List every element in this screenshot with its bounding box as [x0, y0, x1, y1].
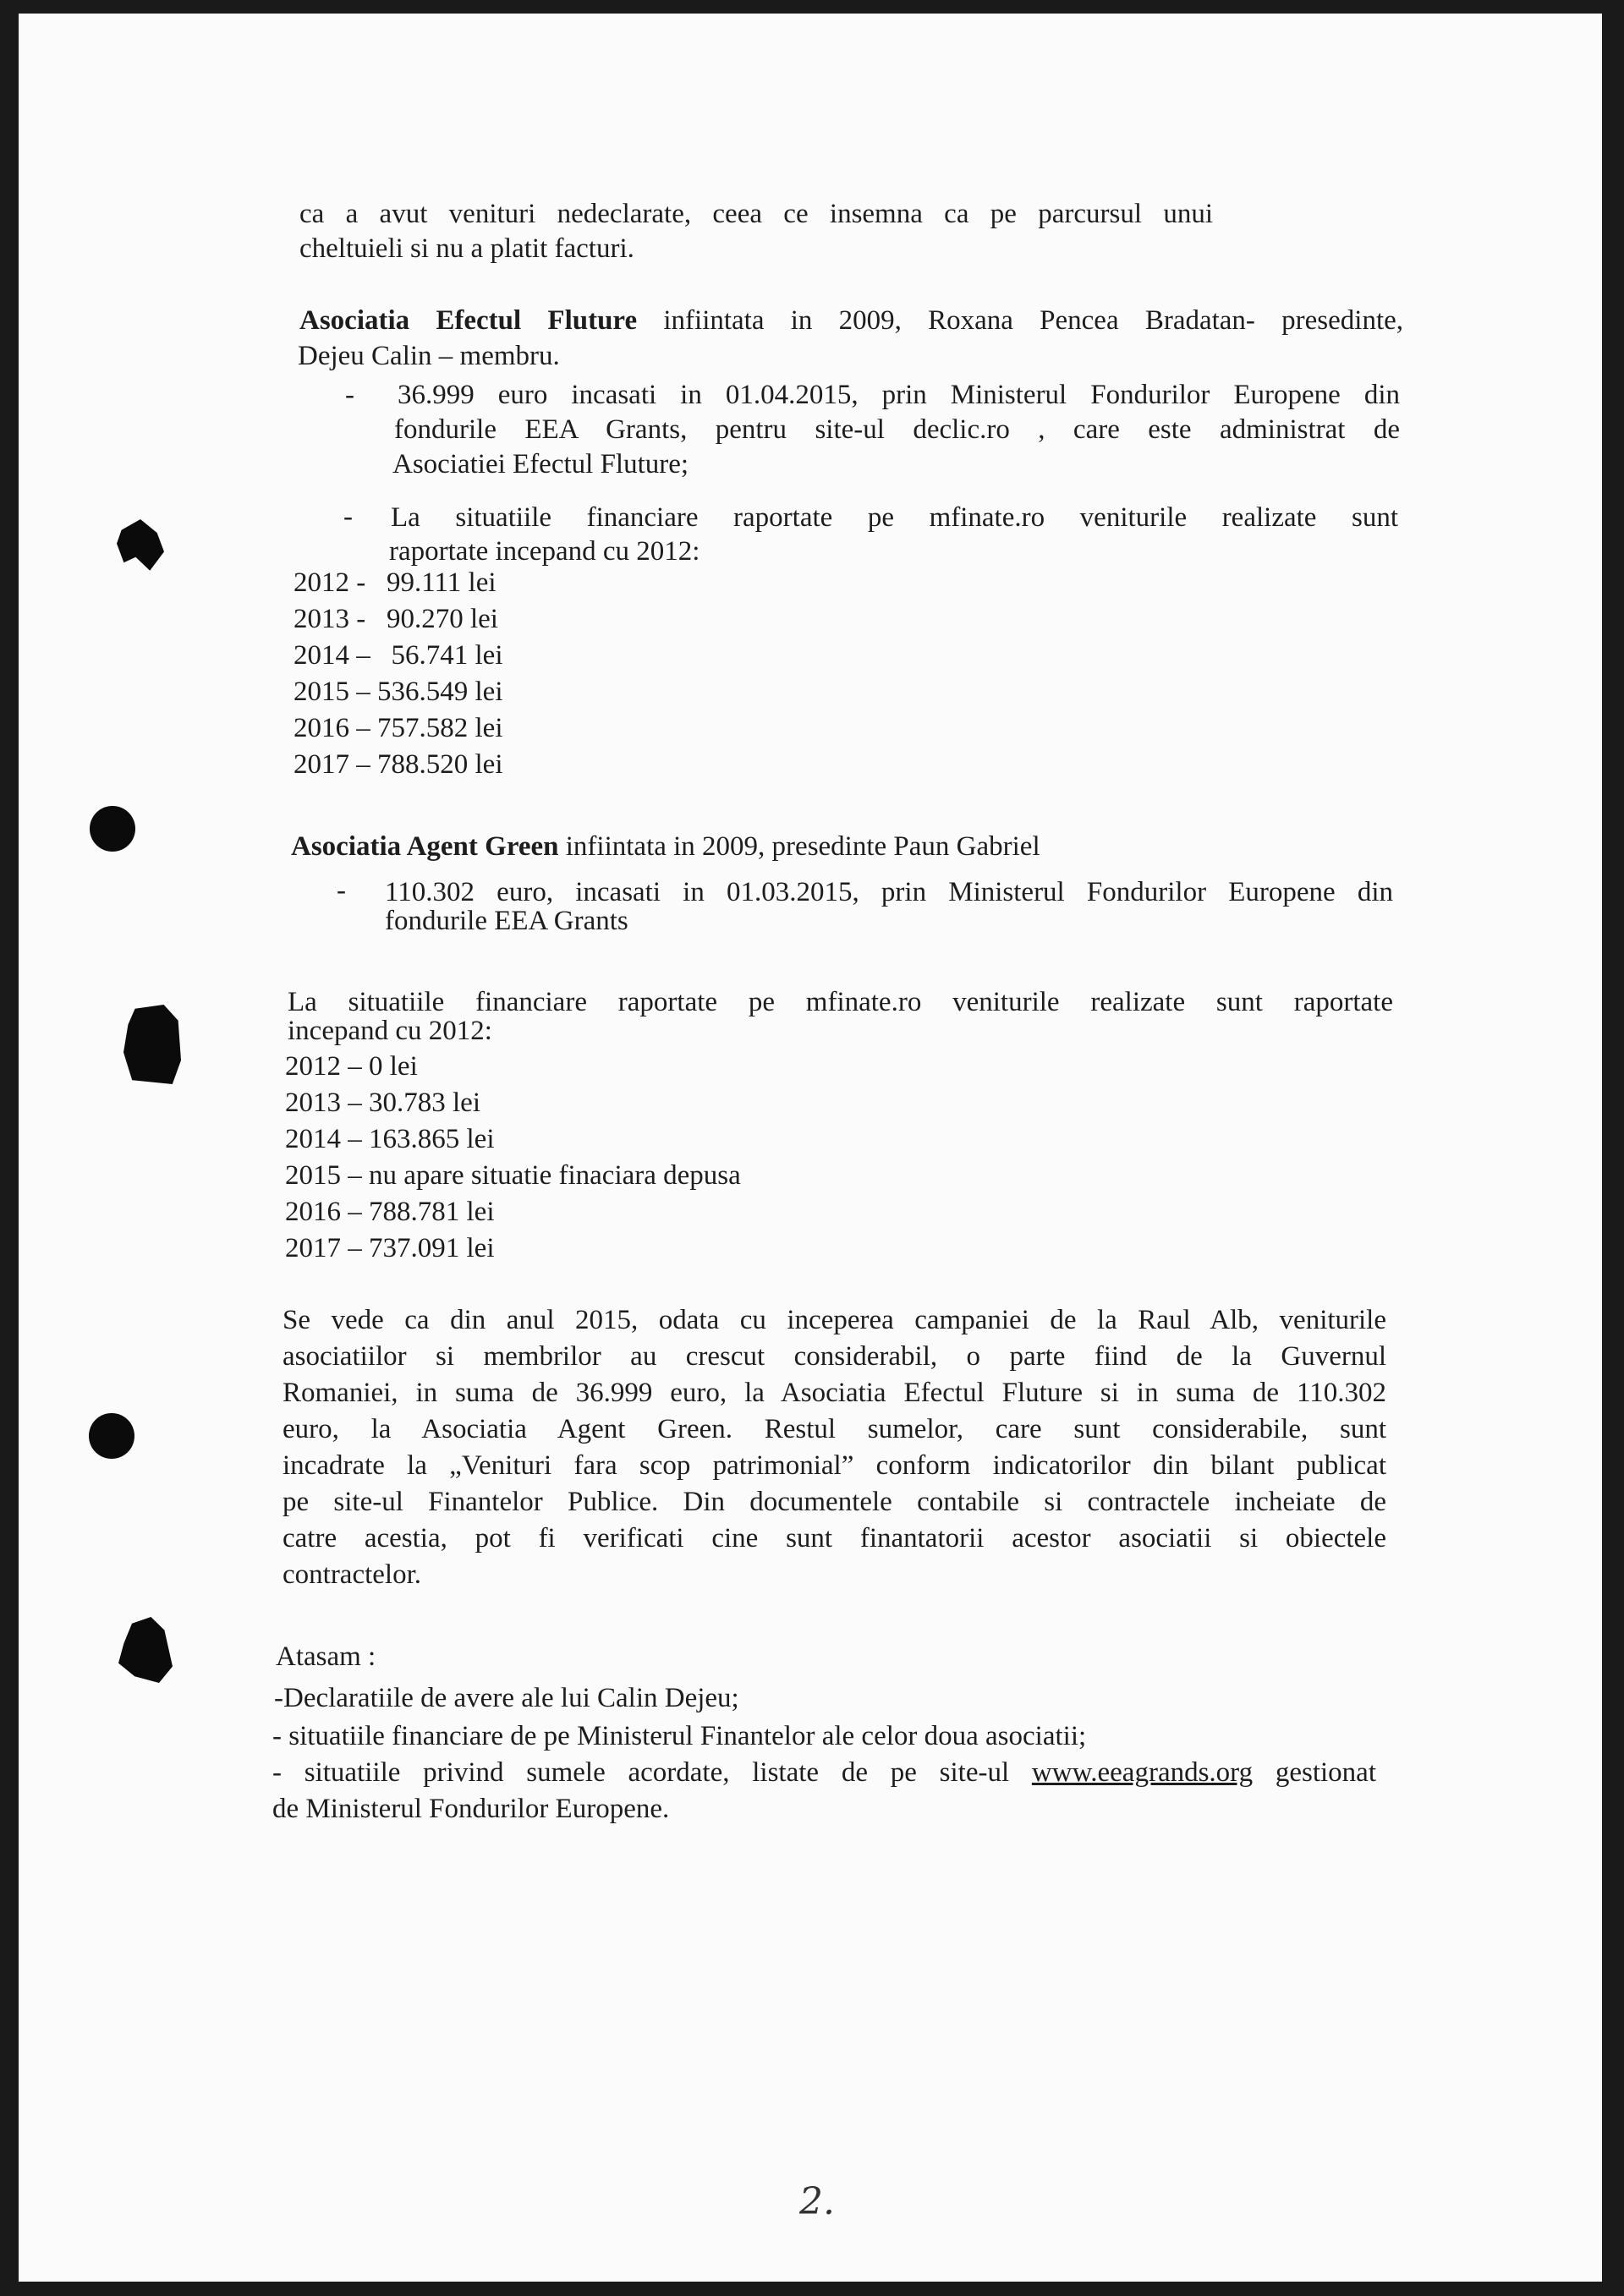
page-number: 2. — [799, 2180, 835, 2223]
section1-bullet2-line1: La situatiile financiare raportate pe mfinate.ro veniturile realizate sunt — [391, 502, 1398, 533]
section1-revenue-list — [294, 565, 801, 783]
section2-revenue-list — [285, 1049, 1046, 1267]
section1-revenue-row: 2017 – 788.520 lei — [294, 749, 503, 780]
section1-bullet1-line1: 36.999 euro incasati in 01.04.2015, prin Ministerul Fondurilor Europene din — [398, 380, 1400, 410]
conclusion-line: euro, la Asociatia Agent Green. Restul sumelor, care sunt considerabile, sunt — [283, 1414, 1386, 1444]
section2-para-line2: incepand cu 2012: — [288, 1016, 492, 1046]
section1-revenue-row: 2016 – 757.582 lei — [294, 713, 503, 743]
section2-bullet1-marker: - — [337, 875, 346, 906]
section2-revenue-row: 2015 – nu apare situatie finaciara depusa — [285, 1160, 741, 1191]
attachment-item-3-text: - situatiile privind sumele acordate, listate de pe site-ul — [272, 1757, 1032, 1788]
section1-org-name: Asociatia Efectul Fluture — [299, 305, 638, 336]
section1-members: Dejeu Calin – membru. — [298, 341, 560, 371]
intro-line-2: cheltuieli si nu a platit facturi. — [299, 233, 634, 264]
conclusion-line: pe site-ul Finantelor Publice. Din documentele contabile si contractele incheiate de — [283, 1487, 1386, 1517]
section1-bullet1-marker: - — [345, 380, 354, 410]
intro-line-1: ca a avut venituri nedeclarate, ceea ce insemna ca pe parcursul unui — [299, 199, 1213, 229]
attachment-item-3-tail: gestionat — [1253, 1757, 1376, 1788]
attachment-item-1: -Declaratiile de avere ale lui Calin Dejeu; — [274, 1683, 739, 1713]
section1-bullet2-line2: raportate incepand cu 2012: — [389, 536, 700, 567]
section1-heading — [299, 303, 1403, 339]
section2-revenue-row: 2012 – 0 lei — [285, 1051, 418, 1082]
section2-org-name: Asociatia Agent Green — [291, 831, 559, 862]
conclusion-line: Se vede ca din anul 2015, odata cu inceperea campaniei de la Raul Alb, veniturile — [283, 1305, 1386, 1335]
section1-revenue-row: 2013 - 90.270 lei — [294, 604, 498, 634]
section1-bullet1-line3: Asociatiei Efectul Fluture; — [392, 449, 689, 479]
section2-bullet1-line2: fondurile EEA Grants — [385, 906, 628, 936]
section1-bullet2-marker: - — [343, 501, 353, 532]
section1-revenue-row: 2014 – 56.741 lei — [294, 640, 503, 671]
section2-revenue-row: 2013 – 30.783 lei — [285, 1088, 480, 1118]
section2-revenue-row: 2016 – 788.781 lei — [285, 1197, 495, 1227]
conclusion-line: asociatiilor si membrilor au crescut considerabil, o parte fiind de la Guvernul — [283, 1341, 1386, 1372]
section1-revenue-row: 2012 - 99.111 lei — [294, 567, 497, 598]
section2-heading-rest: infiintata in 2009, presedinte Paun Gabriel — [558, 831, 1040, 862]
section2-para-line1: La situatiile financiare raportate pe mfinate.ro veniturile realizate sunt raportate — [288, 987, 1393, 1017]
conclusion-line: Romaniei, in suma de 36.999 euro, la Asociatia Efectul Fluture si in suma de 110.302 — [283, 1378, 1386, 1408]
section2-heading — [291, 829, 1391, 865]
attachment-item-2: - situatiile financiare de pe Ministerul Finantelor ale celor doua asociatii; — [272, 1721, 1087, 1751]
attachment-item-3-line2: de Ministerul Fondurilor Europene. — [272, 1794, 670, 1824]
conclusion-line: contractelor. — [283, 1559, 422, 1590]
conclusion-line: incadrate la „Venituri fara scop patrimonial” conform indicatorilor din bilant publicat — [283, 1450, 1386, 1481]
section2-revenue-row: 2017 – 737.091 lei — [285, 1233, 495, 1263]
section1-revenue-row: 2015 – 536.549 lei — [294, 677, 503, 707]
section1-heading-rest: infiintata in 2009, Roxana Pencea Bradatan- presedinte, — [637, 305, 1404, 336]
section2-revenue-row: 2014 – 163.865 lei — [285, 1124, 495, 1154]
section2-bullet1-line1: 110.302 euro, incasati in 01.03.2015, prin Ministerul Fondurilor Europene din — [385, 877, 1393, 907]
eeagrands-link[interactable]: www.eeagrands.org — [1031, 1757, 1254, 1788]
attachments-title: Atasam : — [276, 1641, 376, 1672]
section1-bullet1-line2: fondurile EEA Grants, pentru site-ul declic.ro , care este administrat de — [394, 414, 1400, 445]
conclusion-paragraph — [283, 1302, 1386, 1593]
conclusion-line: catre acestia, pot fi verificati cine sunt finantatorii acestor asociatii si obiectele — [283, 1523, 1386, 1553]
attachment-item-3 — [272, 1755, 1376, 1791]
